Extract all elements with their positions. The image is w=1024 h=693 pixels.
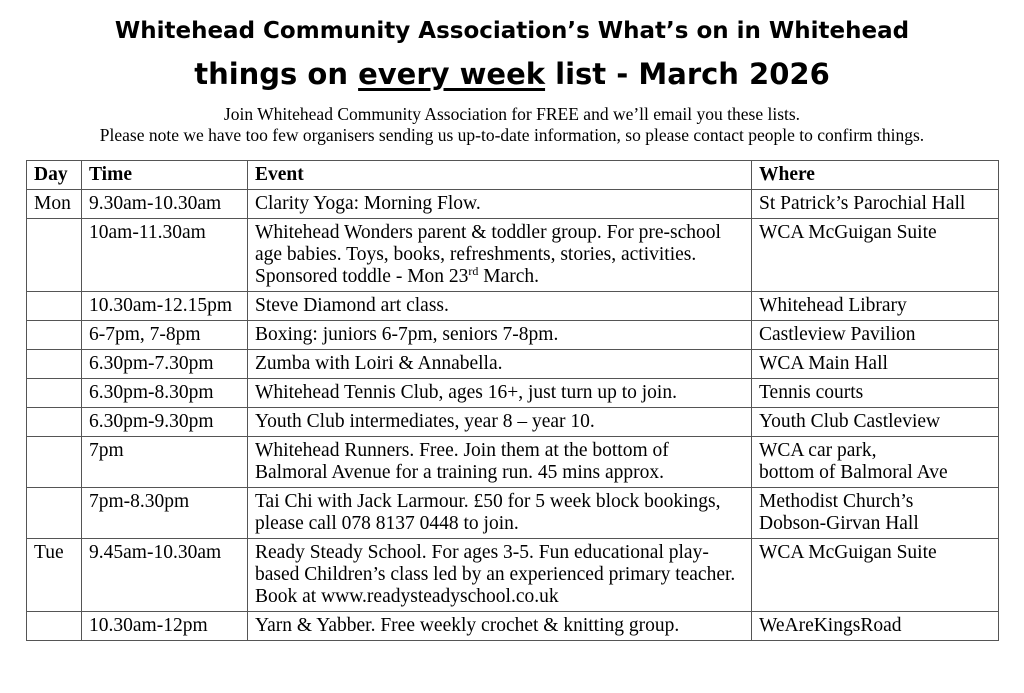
where-cell: Castleview Pavilion [752,321,999,350]
time-cell: 9.30am-10.30am [82,190,248,219]
day-cell [27,437,82,488]
time-cell: 6.30pm-8.30pm [82,379,248,408]
table-header-row [27,161,999,190]
event-cell: Steve Diamond art class. [248,292,752,321]
day-cell [27,379,82,408]
table-row [27,321,999,350]
table-row [27,190,999,219]
event-cell: Whitehead Tennis Club, ages 16+, just turn up to join. [248,379,752,408]
table-row [27,437,999,488]
where-cell: WCA McGuigan Suite [752,539,999,612]
time-cell: 10.30am-12pm [82,612,248,641]
column-header-day: Day [27,161,82,190]
where-cell: WeAreKingsRoad [752,612,999,641]
where-cell: Tennis courts [752,379,999,408]
table-row [27,488,999,539]
time-cell: 9.45am-10.30am [82,539,248,612]
intro-line: Please note we have too few organisers sending us up-to-date information, so please contact people to confirm things. [99,125,925,145]
event-text: Whitehead Wonders parent & toddler group. For pre-school age babies. Toys, books, refreshments, stories, activities. Sponsored toddle - Mon 23 [255,222,721,287]
day-cell [27,321,82,350]
column-header-time: Time [82,161,248,190]
day-cell: Mon [27,190,82,219]
event-cell: Yarn & Yabber. Free weekly crochet & knitting group. [248,612,752,641]
subtitle-emphasis: every week [358,57,546,91]
time-cell: 10am-11.30am [82,219,248,292]
event-cell: Whitehead Runners. Free. Join them at the bottom of Balmoral Avenue for a training run. 45 mins approx. [248,437,752,488]
time-cell: 7pm-8.30pm [82,488,248,539]
where-line: Methodist Church’s [759,491,914,512]
event-text-end: March. [478,266,540,287]
event-cell: Tai Chi with Jack Larmour. £50 for 5 week block bookings, please call 078 8137 0448 to join. [248,488,752,539]
where-line: bottom of Balmoral Ave [759,462,948,483]
event-cell: Ready Steady School. For ages 3-5. Fun educational play-based Children’s class led by an experienced primary teacher. Book at www.readysteadyschool.co.uk [248,539,752,612]
intro-line: Join Whitehead Community Association for FREE and we’ll email you these lists. [223,104,801,124]
day-cell [27,408,82,437]
page-title: Whitehead Community Association’s What’s on in Whitehead [114,18,910,44]
event-cell: Clarity Yoga: Morning Flow. [248,190,752,219]
event-cell [248,219,752,292]
where-cell: St Patrick’s Parochial Hall [752,190,999,219]
table-row [27,612,999,641]
day-cell [27,219,82,292]
where-cell [752,488,999,539]
where-cell: WCA Main Hall [752,350,999,379]
time-cell: 7pm [82,437,248,488]
where-cell [752,437,999,488]
column-header-event: Event [248,161,752,190]
time-cell: 10.30am-12.15pm [82,292,248,321]
day-cell [27,350,82,379]
time-cell: 6.30pm-7.30pm [82,350,248,379]
table-row [27,539,999,612]
where-cell: Youth Club Castleview [752,408,999,437]
table-row [27,219,999,292]
day-cell: Tue [27,539,82,612]
page-subtitle [0,56,1024,92]
time-cell: 6-7pm, 7-8pm [82,321,248,350]
subtitle-suffix: list - March 2026 [545,57,830,91]
time-cell: 6.30pm-9.30pm [82,408,248,437]
event-cell: Boxing: juniors 6-7pm, seniors 7-8pm. [248,321,752,350]
table-row [27,350,999,379]
where-cell: Whitehead Library [752,292,999,321]
subtitle-prefix: things on [194,57,359,91]
where-cell: WCA McGuigan Suite [752,219,999,292]
ordinal-suffix: rd [468,264,479,278]
table-row [27,292,999,321]
day-cell [27,292,82,321]
table-row [27,408,999,437]
day-cell [27,488,82,539]
where-line: Dobson-Girvan Hall [759,513,919,534]
table-row [27,379,999,408]
events-table [26,160,999,641]
column-header-where: Where [752,161,999,190]
where-line: WCA car park, [759,440,877,461]
event-cell: Zumba with Loiri & Annabella. [248,350,752,379]
event-cell: Youth Club intermediates, year 8 – year 10. [248,408,752,437]
day-cell [27,612,82,641]
intro-text [0,104,1024,146]
